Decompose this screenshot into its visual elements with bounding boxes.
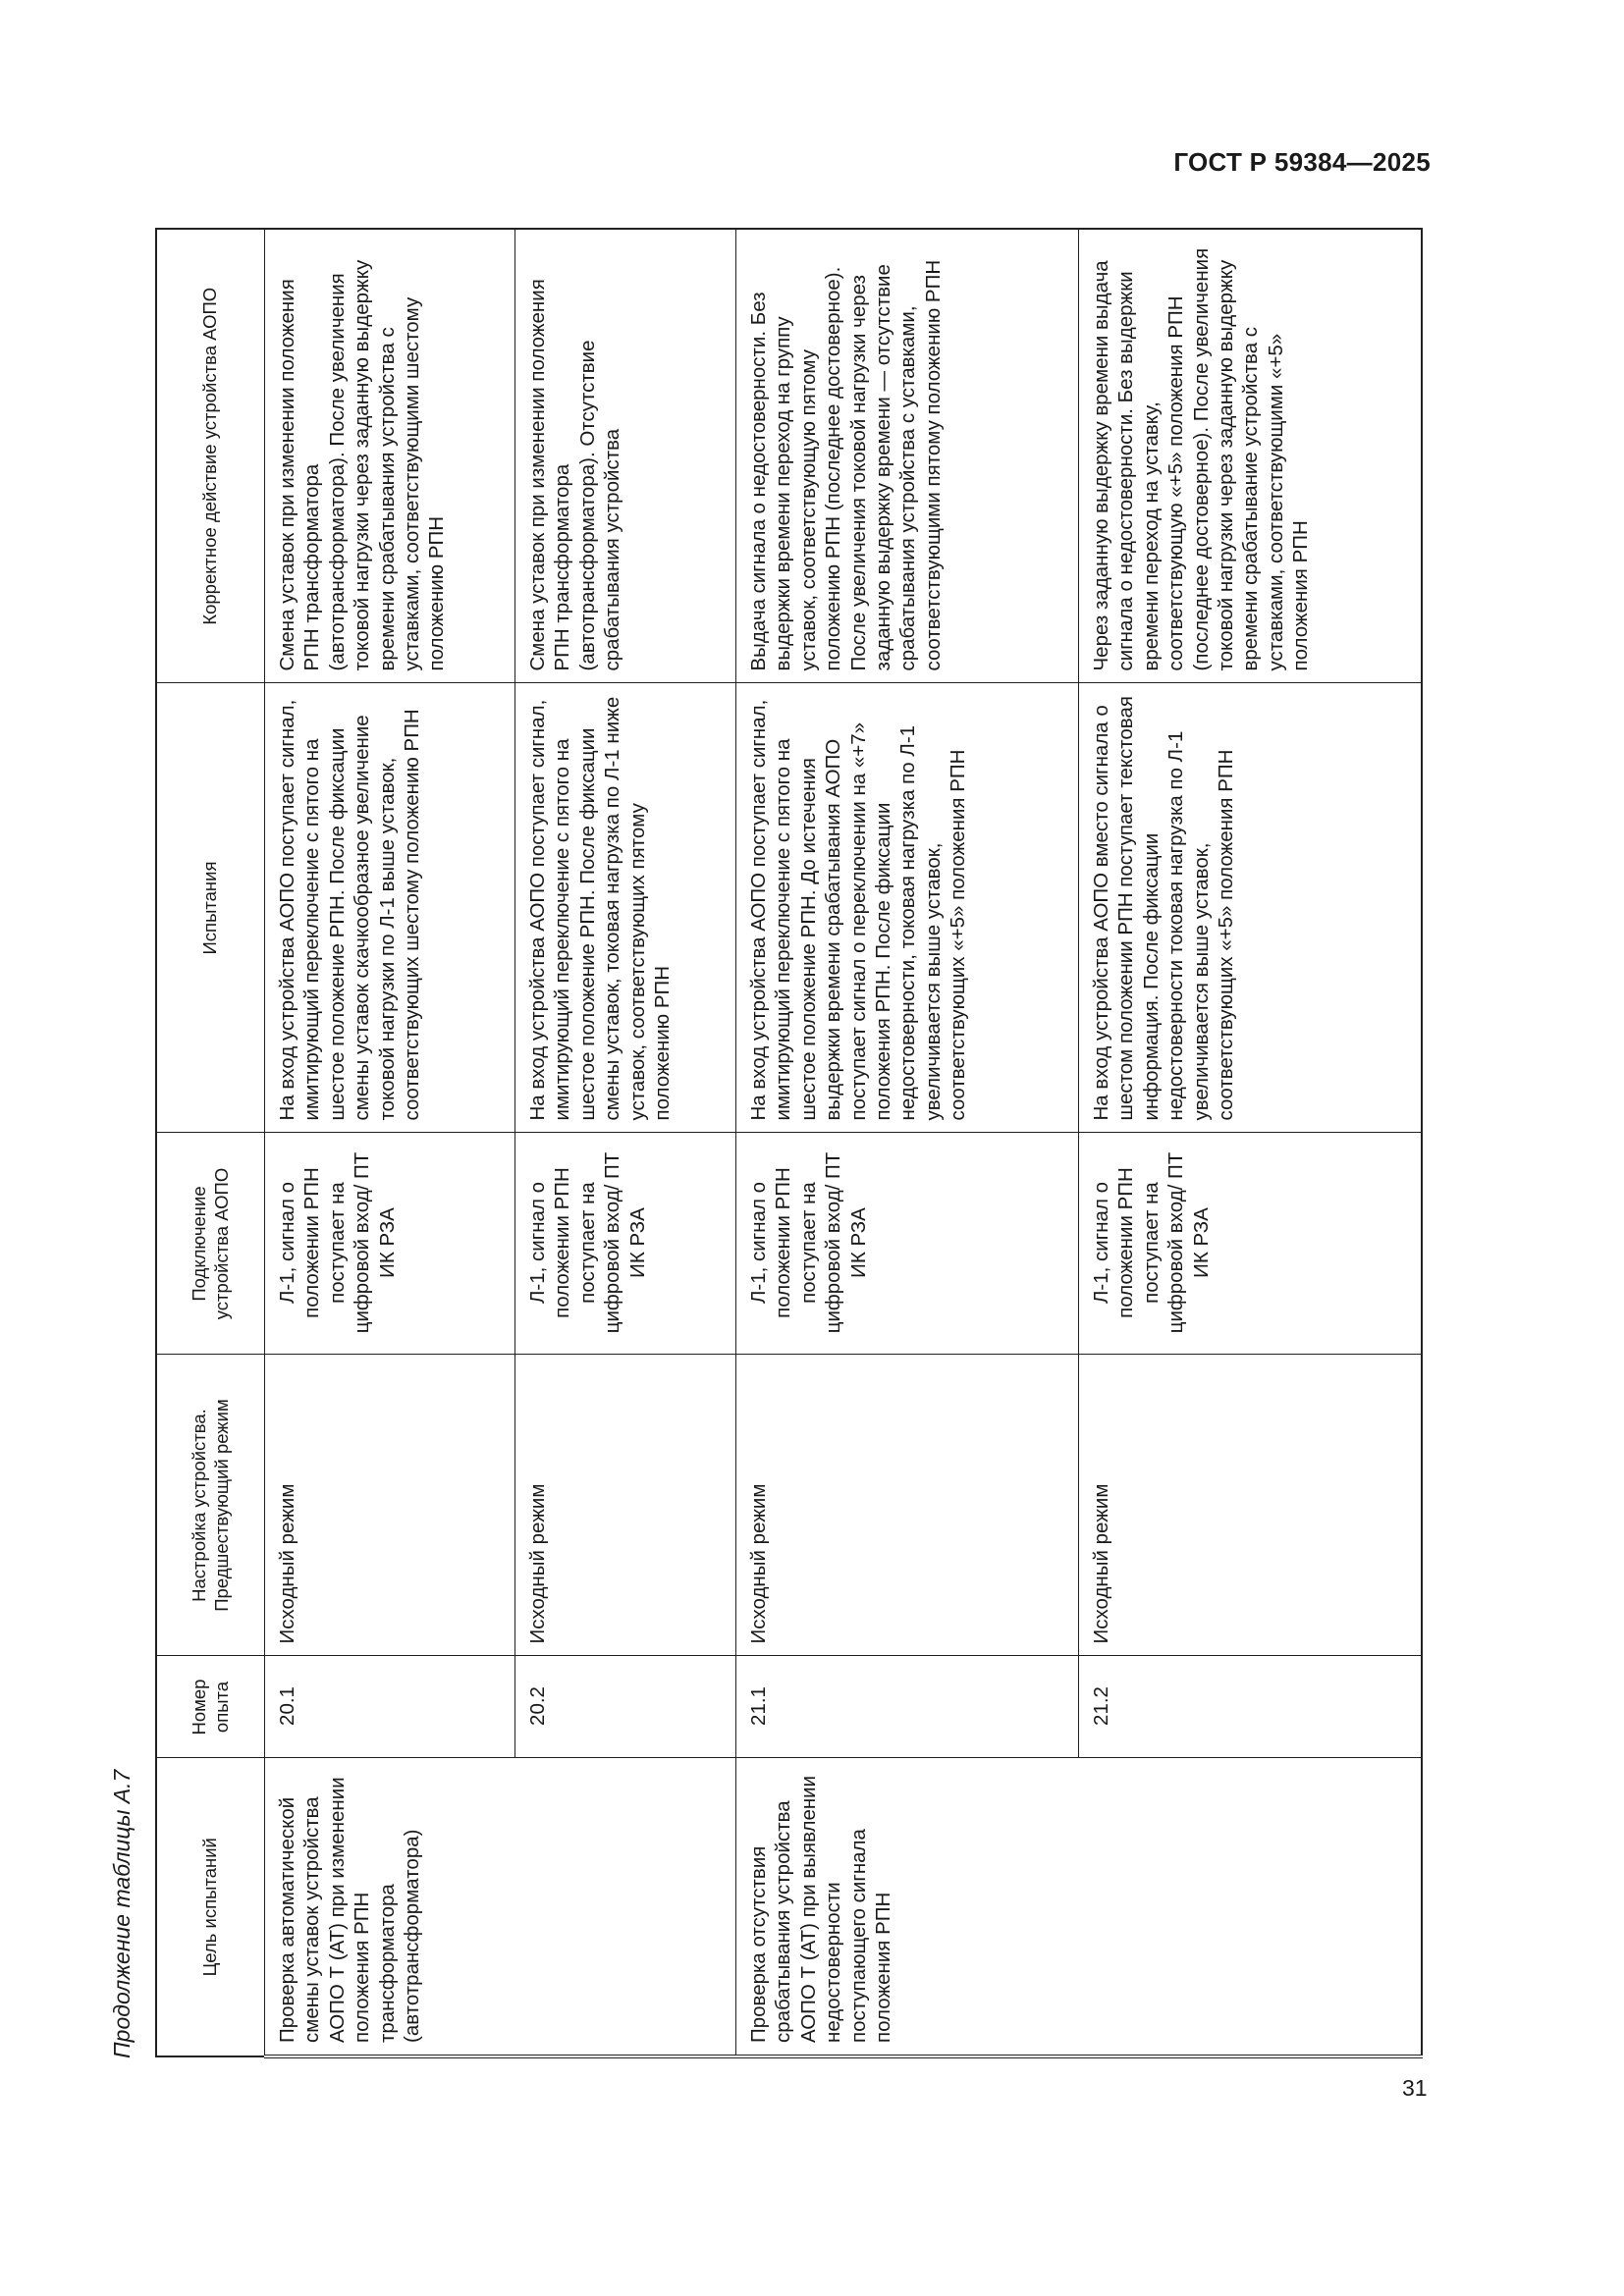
rotated-table-area xyxy=(109,231,1398,2058)
mode-cell: Исходный режим xyxy=(1079,1355,1422,1656)
action-cell: Через заданную выдержку времени выдача сигнала о недостоверности. Без выдержки времени переход на уставку, соответствующую «+5» положения РПН (последнее достоверное). После увеличения токовой нагрузки через заданную выдержку времени срабатывание устройства с уставками, соответствующими «+5» положения РПН xyxy=(1079,229,1422,683)
number-cell: 21.2 xyxy=(1079,1656,1422,1758)
number-cell: 20.1 xyxy=(265,1656,515,1758)
header-connection: Подключение устройства АОПО xyxy=(156,1133,265,1355)
connection-cell: Л-1, сигнал о положении РПН поступает на цифровой вход/ ПТ ИК РЗА xyxy=(736,1133,1079,1355)
table-row xyxy=(265,229,515,2056)
number-cell: 21.1 xyxy=(736,1656,1079,1758)
number-cell: 20.2 xyxy=(515,1656,736,1758)
header-goal: Цель испытаний xyxy=(156,1758,265,2056)
mode-cell: Исходный режим xyxy=(265,1355,515,1656)
connection-cell: Л-1, сигнал о положении РПН поступает на цифровой вход/ ПТ ИК РЗА xyxy=(1079,1133,1422,1355)
connection-cell: Л-1, сигнал о положении РПН поступает на цифровой вход/ ПТ ИК РЗА xyxy=(265,1133,515,1355)
action-cell: Смена уставок при изменении положения РПН трансформатора (автотрансформатора). После увеличения токовой нагрузки через заданную выдержку времени срабатывания устройства с уставками, соответствующими шестому положению РПН xyxy=(265,229,515,683)
goal-cell: Проверка отсутствия срабатывания устройства АОПО Т (АТ) при выявлении недостоверности поступающего сигнала положения РПН xyxy=(736,1758,1422,2056)
header-mode: Настройка устройства. Предшествующий режим xyxy=(156,1355,265,1656)
action-cell: Смена уставок при изменении положения РПН трансформатора (автотрансформатора). Отсутствие срабатывания устройства xyxy=(515,229,736,683)
header-action: Корректное действие устройства АОПО xyxy=(156,229,265,683)
table-row xyxy=(736,229,1079,2056)
page-number: 31 xyxy=(1402,2075,1428,2101)
mode-cell: Исходный режим xyxy=(515,1355,736,1656)
header-number: Номер опыта xyxy=(156,1656,265,1758)
connection-cell: Л-1, сигнал о положении РПН поступает на цифровой вход/ ПТ ИК РЗА xyxy=(515,1133,736,1355)
table-caption: Продолжение таблицы А.7 xyxy=(109,1769,135,2058)
table-header-row xyxy=(156,229,265,2056)
test-cell: На вход устройства АОПО поступает сигнал, имитирующий переключение с пятого на шестое положение РПН. После фиксации смены уставок, токовая нагрузка по Л-1 ниже уставок, соответствующих пятому положению РПН xyxy=(515,683,736,1133)
action-cell: Выдача сигнала о недостоверности. Без выдержки времени переход на группу уставок, соответствующую пятому положению РПН (последнее достоверное). После увеличения токовой нагрузки через заданную выдержку времени — отсутствие срабатывания устройства с уставками, соответствующими пятому положению РПН xyxy=(736,229,1079,683)
test-cell: На вход устройства АОПО вместо сигнала о шестом положении РПН поступает текстовая информация. После фиксации недостоверности токовая нагрузка по Л-1 увеличивается выше уставок, соответствующих «+5» положения РПН xyxy=(1079,683,1422,1133)
document-code: ГОСТ Р 59384—2025 xyxy=(1173,147,1431,177)
mode-cell: Исходный режим xyxy=(736,1355,1079,1656)
goal-cell: Проверка автоматической смены уставок устройства АОПО Т (АТ) при изменении положения РПН трансформатора (автотрансформатора) xyxy=(265,1758,736,2056)
header-tests: Испытания xyxy=(156,683,265,1133)
test-cell: На вход устройства АОПО поступает сигнал, имитирующий переключение с пятого на шестое положение РПН. До истечения выдержки времени срабатывания АОПО поступает сигнал о переключении на «+7» положения РПН. После фиксации недостоверности, токовая нагрузка по Л-1 увеличивается выше уставок, соответствующих «+5» положения РПН xyxy=(736,683,1079,1133)
test-cell: На вход устройства АОПО поступает сигнал, имитирующий переключение с пятого на шестое положение РПН. После фиксации смены уставок скачкообразное увеличение токовой нагрузки по Л-1 выше уставок, соответствующих шестому положению РПН xyxy=(265,683,515,1133)
test-table xyxy=(155,228,1423,2058)
